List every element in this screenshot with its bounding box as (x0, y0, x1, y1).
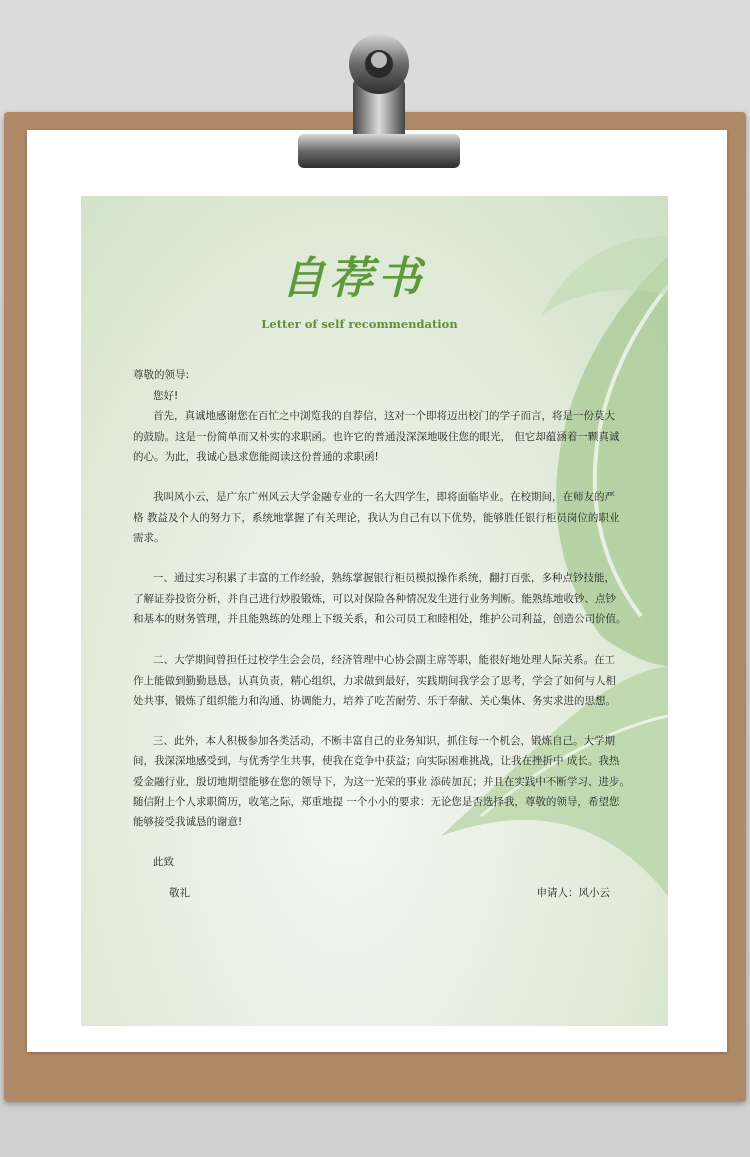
paragraph-line: 间，我深深地感受到，与优秀学生共事，使我在竞争中获益；向实际困难挑战，让我在挫折中 成长。我热 (133, 755, 620, 767)
letter-sheet (81, 196, 668, 1026)
binder-clip-icon (298, 24, 460, 170)
paragraph-line: 和基本的财务管理，并且能熟练的处理上下级关系，和公司员工和睦相处，维护公司利益，创造公司价值。 (133, 613, 627, 625)
signature: 申请人：风小云 (536, 887, 610, 899)
paragraph-line: 的心。为此，我诚心恳求您能阅读这份普通的求职函! (133, 451, 379, 463)
paragraph-line: 作上能做到勤勤恳恳，认真负责，精心组织，力求做到最好，实践期间我学会了思考，学会了如何与人相 (133, 675, 616, 687)
paragraph-line: 随信附上个人求职简历，收笔之际，郑重地提 一个小小的要求：无论您是否选择我，尊敬的领导，希望您 (133, 796, 620, 808)
paragraph-line: 的鼓励。这是一份简单而又朴实的求职函。也许它的普通没深深地吸住您的眼光， 但它却蕴涵着一颗真诚 (133, 431, 620, 443)
title-chinese: 自荐书 (281, 253, 425, 304)
paragraph-line: 需求。 (133, 532, 165, 544)
salutation: 尊敬的领导: (133, 369, 190, 381)
title-english: Letter of self recommendation (261, 317, 458, 331)
closing: 此致 (153, 856, 174, 868)
paragraph-line: 了解证券投资分析，并自己进行炒股锻炼，可以对保险各种情况发生进行业务判断。能熟练地收钞、点钞 (133, 593, 616, 605)
paragraph-line: 二、大学期间曾担任过校学生会会员，经济管理中心协会副主席等职，能很好地处理人际关系。在工 (153, 654, 615, 666)
paragraph-line: 格 教益及个人的努力下，系统地掌握了有关理论，我认为自己有以下优势，能够胜任银行柜员岗位的职业 (133, 512, 620, 524)
paragraph-line: 首先，真诚地感谢您在百忙之中浏览我的自荐信，这对一个即将迈出校门的学子而言，将是一份莫大 (153, 410, 615, 422)
paragraph-line: 处共事，锻炼了组织能力和沟通、协调能力，培养了吃苦耐劳、乐于奉献、关心集体、务实求进的思想。 (133, 695, 616, 707)
greeting: 您好! (153, 390, 179, 402)
paragraph-line: 爱金融行业，殷切地期望能够在您的领导下，为这一光荣的事业 添砖加瓦；并且在实践中不断学习、进步。 (133, 776, 630, 788)
paragraph-line: 能够接受我诚恳的谢意! (133, 816, 243, 828)
regards: 敬礼 (169, 887, 190, 899)
paragraph-line: 一、通过实习积累了丰富的工作经验，熟练掌握银行柜员模拟操作系统，翻打百张，多种点钞技能， (153, 572, 615, 584)
paragraph-line: 我叫风小云，是广东广州风云大学金融专业的一名大四学生，即将面临毕业。在校期间，在师友的严 (153, 491, 615, 503)
paragraph-line: 三、此外，本人积极参加各类活动，不断丰富自己的业务知识，抓住每一个机会，锻炼自己。大学期 (153, 735, 615, 747)
